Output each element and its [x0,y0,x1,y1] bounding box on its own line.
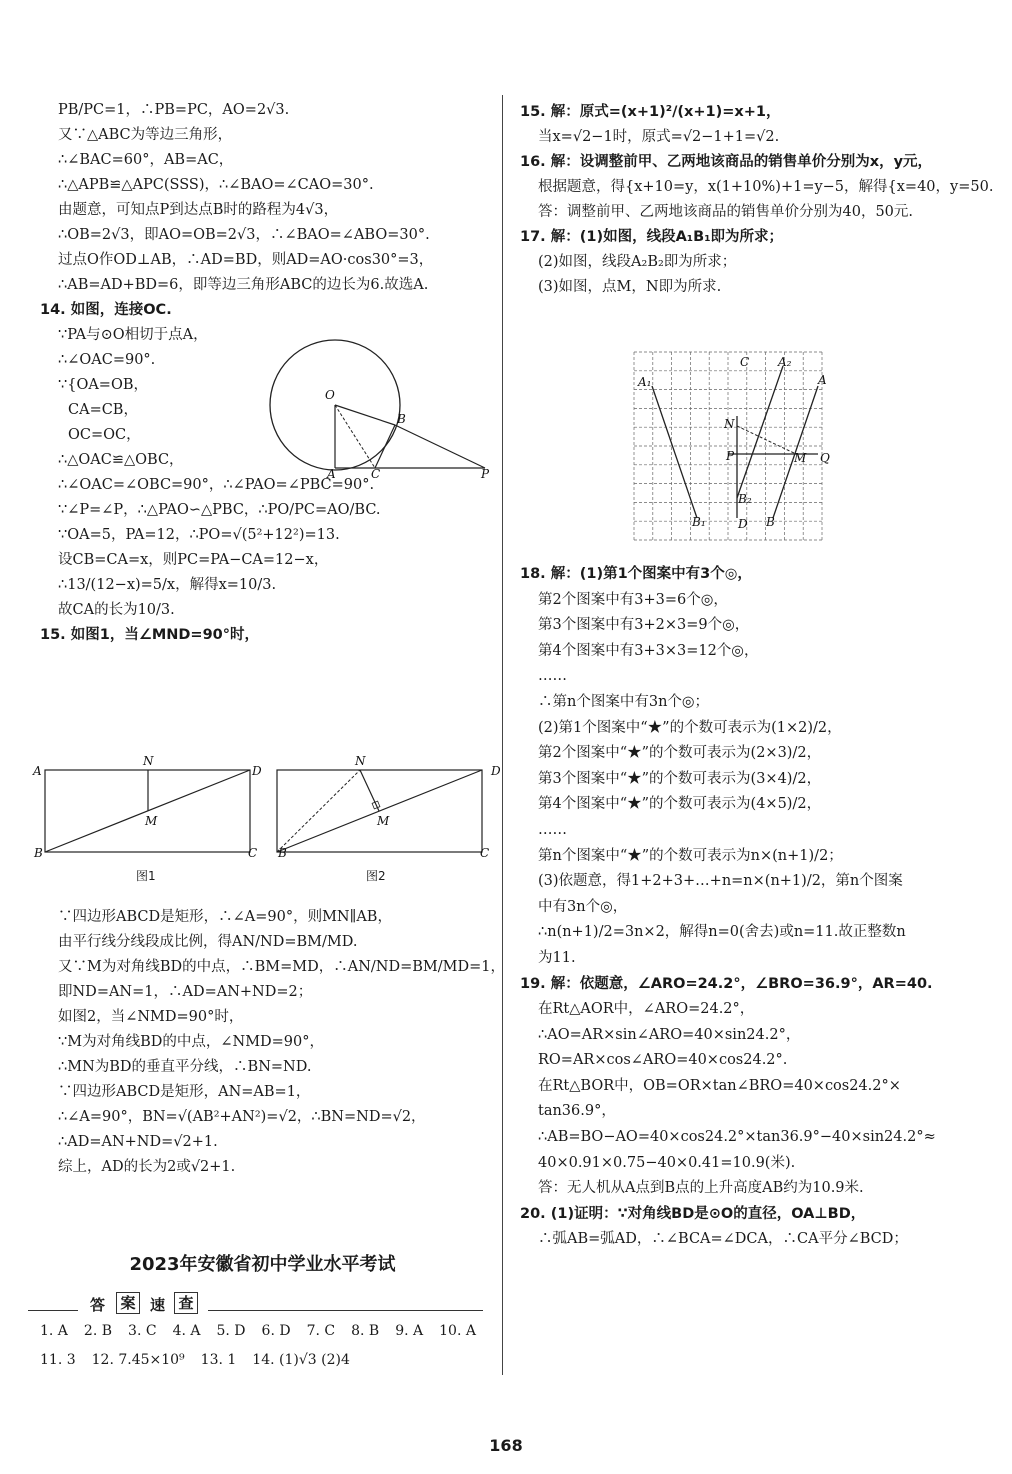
label-m2: M [377,814,390,828]
text-line: ∵四边形ABCD是矩形，∴∠A=90°，则MN∥AB， [58,909,392,925]
label-N: N [724,417,735,431]
label-a1: A [33,764,42,778]
label-M: M [794,451,807,465]
segment-a2b2 [737,366,783,498]
text-line: ∴△OAC≌△OBC， [58,452,184,468]
text-line: ∴n(n+1)/2=3n×2，解得n=0(舍去)或n=11.故正整数n [538,924,906,941]
text-line: 中有3n个◎， [538,898,628,915]
text-line: OC=OC， [68,427,141,443]
text-line: (2)如图，线段A₂B₂即为所求； [538,254,737,270]
segment-bp [395,425,485,468]
label-d2: D [491,764,500,778]
answers-row-2 [40,1352,366,1368]
text-line: 又∵M为对角线BD的中点，∴BM=MD，∴AN/ND=BM/MD=1， [58,959,505,975]
text-line: 设CB=CA=x，则PC=PA−CA=12−x， [58,552,329,568]
text-line: 综上，AD的长为2或√2+1. [58,1159,236,1175]
rect-corner-labels [30,843,500,863]
text-line: 16. 解：设调整前甲、乙两地该商品的销售单价分别为x，y元， [520,154,933,170]
text-line: 15. 如图1，当∠MND=90°时， [40,627,260,643]
answers-row-1 [40,1323,492,1339]
label-b2: B [278,846,287,860]
text-line: 19. 解：依题意，∠ARO=24.2°，∠BRO=36.9°，AR=40. [520,975,933,992]
text-line: ∴∠A=90°，BN=√(AB²+AN²)=√2，∴BN=ND=√2， [58,1109,426,1125]
text-line: RO=AR×cos∠ARO=40×cos24.2°. [538,1052,788,1069]
label-Q: Q [820,451,830,465]
text-line: ∵OA=5，PA=12，∴PO=√(5²+12²)=13. [58,527,340,543]
diagonal-bd-2 [277,770,482,852]
text-line: …… [538,821,567,838]
text-line: 故CA的长为10/3. [58,602,175,618]
label-D: D [738,517,748,531]
text-line: ∴第n个图案中有3n个◎； [538,693,710,710]
segment-nm-2 [360,770,379,811]
grid-svg [630,348,842,553]
text-line: tan36.9°， [538,1103,616,1120]
text-line: 14. 如图，连接OC. [40,302,172,318]
text-line: (2)第1个图案中“★”的个数可表示为(1×2)/2， [538,719,842,736]
text-line: 第2个图案中“★”的个数可表示为(2×3)/2， [538,745,822,762]
text-line: (3)依题意，得1+2+3+…+n=n×(n+1)/2，第n个图案 [538,873,903,890]
text-line: 第4个图案中“★”的个数可表示为(4×5)/2， [538,796,822,813]
label-m1: M [145,814,158,828]
text-line: 即ND=AN=1，∴AD=AN+ND=2； [58,984,313,1000]
label-c1: C [248,846,258,860]
text-line: 第3个图案中有3+2×3=9个◎， [538,617,750,634]
text-line: ∵PA与⊙O相切于点A， [58,327,208,343]
text-line: ∵四边形ABCD是矩形，AN=AB=1， [58,1084,311,1100]
figure-rect-1 [30,755,265,855]
text-line: 根据题意，得{x+10=y，x(1+10%)+1=y−5，解得{x=40，y=50. [538,179,994,195]
answer-item: 8. B [351,1323,380,1339]
page-number: 168 [489,1436,523,1455]
answer-head-c3: 速 [150,1296,166,1314]
label-a: A [327,467,336,480]
label-C: C [740,355,750,369]
label-d1: D [252,764,262,778]
answer-head-c4: 查 [174,1292,198,1314]
text-line: ∴MN为BD的垂直平分线，∴BN=ND. [58,1059,312,1075]
circle-tangent-svg [265,335,495,480]
answer-item: 1. A [40,1323,68,1339]
text-line: 17. 解：(1)如图，线段A₁B₁即为所求； [520,229,784,245]
segment-ob [335,405,395,425]
answer-head-c2: 案 [116,1292,140,1314]
answer-item: 13. 1 [200,1352,237,1368]
text-line: ∵M为对角线BD的中点，∠NMD=90°， [58,1034,325,1050]
fig1-caption: 图1 [136,869,156,883]
label-n2: N [355,755,366,768]
label-n1: N [143,755,154,768]
answer-item: 11. 3 [40,1352,76,1368]
text-line: ∴AB=AD+BD=6，即等边三角形ABC的边长为6.故选A. [58,277,429,293]
text-line: 由题意，可知点P到达点B时的路程为4√3， [58,202,339,218]
segment-cb [375,425,395,468]
label-o: O [325,388,335,402]
label-c: C [371,467,381,480]
fig2-caption: 图2 [366,869,386,883]
label-B1: B₁ [692,515,706,529]
text-line: 15. 解：原式=(x+1)²/(x+1)=x+1， [520,104,781,120]
answer-head-c1: 答 [90,1296,106,1314]
text-line: …… [538,668,567,685]
answer-item: 4. A [172,1323,201,1339]
answer-item: 14. (1)√3 (2)4 [252,1352,350,1368]
text-line: 第2个图案中有3+3=6个◎， [538,591,728,608]
text-line: 由平行线分线段成比例，得AN/ND=BM/MD. [58,934,358,950]
text-line: ∴OB=2√3，即AO=OB=2√3，∴∠BAO=∠ABO=30°. [58,227,430,243]
column-divider [502,95,503,1375]
text-line: ∴AB=BO−AO=40×cos24.2°×tan36.9°−40×sin24.2°≈ [538,1129,936,1146]
label-B: B [766,515,775,529]
answer-key-header [28,1290,488,1316]
text-line: CA=CB， [68,402,138,418]
label-A2: A₂ [778,355,792,369]
figure-grid [630,348,842,553]
left-column-lower [40,905,505,1180]
segment-oc [335,405,375,468]
right-column [520,100,994,300]
answer-item: 7. C [306,1323,336,1339]
text-line: ∴∠BAC=60°，AB=AC， [58,152,234,168]
answer-item: 2. B [83,1323,113,1339]
label-b: B [397,412,406,426]
label-p: P [481,467,490,480]
text-line: ∴弧AB=弧AD，∴∠BCA=∠DCA，∴CA平分∠BCD； [538,1231,908,1248]
text-line: 如图2，当∠NMD=90°时， [58,1009,244,1025]
text-line: 答：无人机从A点到B点的上升高度AB约为10.9米. [538,1180,864,1197]
answer-item: 6. D [261,1323,291,1339]
text-line: 40×0.91×0.75−40×0.41=10.9(米). [538,1154,796,1171]
label-A1: A₁ [638,375,652,389]
label-P: P [726,449,735,463]
answer-item: 12. 7.45×10⁹ [91,1352,185,1368]
answer-item: 10. A [439,1323,476,1339]
text-line: ∵∠P=∠P，∴△PAO∽△PBC，∴PO/PC=AO/BC. [58,502,381,518]
text-line: 第3个图案中“★”的个数可表示为(3×4)/2， [538,770,822,787]
text-line: ∴AO=AR×sin∠ARO=40×sin24.2°， [538,1026,801,1043]
answer-item: 5. D [216,1323,246,1339]
text-line: ∵{OA=OB， [58,377,149,393]
text-line: ∴∠OAC=∠OBC=90°，∴∠PAO=∠PBC=90°. [58,477,375,493]
text-line: PB/PC=1，∴PB=PC，AO=2√3. [58,102,290,118]
segment-nm [737,426,796,454]
label-c2: C [480,846,490,860]
text-line: 又∵△ABC为等边三角形， [58,127,233,143]
segment-bn-2 [277,770,360,852]
text-line: (3)如图，点M，N即为所求. [538,279,722,295]
text-line: 在Rt△AOR中，∠ARO=24.2°， [538,1001,755,1018]
answer-item: 9. A [395,1323,424,1339]
text-line: 在Rt△BOR中，OB=OR×tan∠BRO=40×cos24.2°× [538,1077,901,1094]
answer-item: 3. C [128,1323,157,1339]
text-line: 第n个图案中“★”的个数可表示为n×(n+1)/2； [538,847,843,864]
text-line: 第4个图案中有3+3×3=12个◎， [538,642,759,659]
figure-rect-2 [265,755,500,855]
text-line: 20. (1)证明：∵对角线BD是⊙O的直径，OA⊥BD， [520,1205,866,1222]
exam-title: 2023年安徽省初中学业水平考试 [129,1254,396,1275]
text-line: 答：调整前甲、乙两地该商品的销售单价分别为40，50元. [538,204,914,220]
label-A: A [818,373,827,387]
text-line: ∴AD=AN+ND=√2+1. [58,1134,218,1150]
right-column-lower [520,562,975,1253]
figure-circle-tangent [265,335,495,480]
text-line: ∴∠OAC=90°. [58,352,156,368]
text-line: 过点O作OD⊥AB，∴AD=BD，则AD=AO·cos30°=3， [58,252,434,268]
label-b1: B [34,846,43,860]
text-line: ∴△APB≌△APC(SSS)，∴∠BAO=∠CAO=30°. [58,177,374,193]
text-line: ∴13/(12−x)=5/x，解得x=10/3. [58,577,277,593]
text-line: 18. 解：(1)第1个图案中有3个◎， [520,566,752,582]
text-line: 为11. [538,949,576,966]
label-B2: B₂ [738,492,752,506]
text-line: 当x=√2−1时，原式=√2−1+1=√2. [538,129,780,145]
